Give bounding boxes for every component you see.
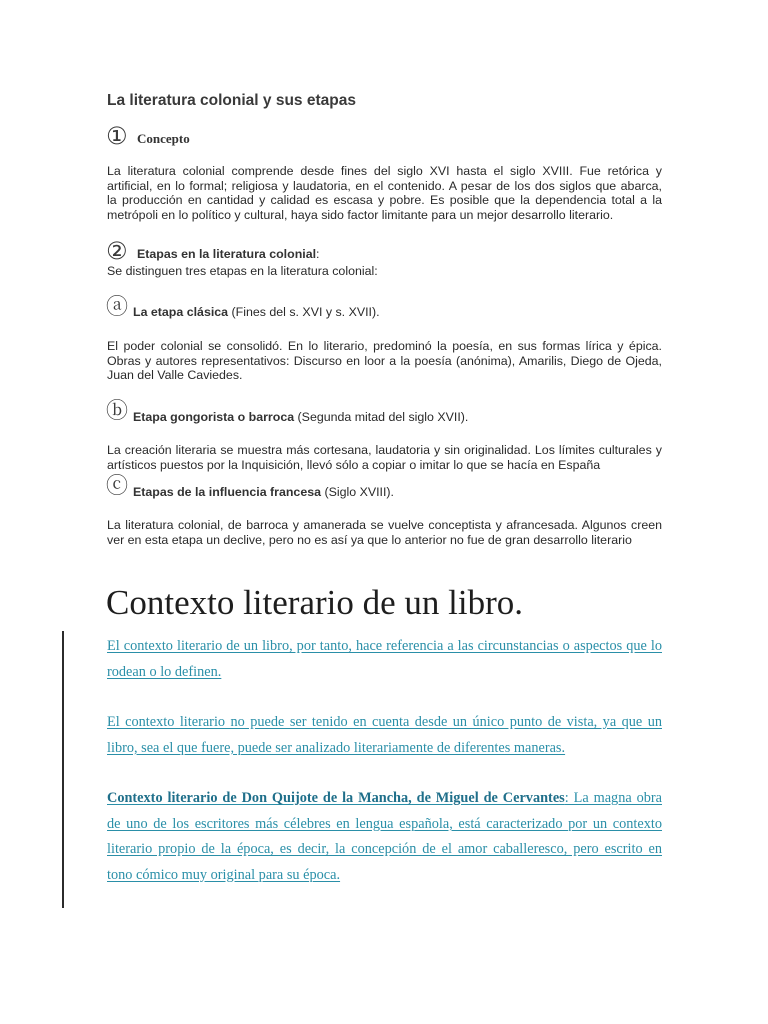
stage-a-line: Obras y autores representativos: Discurso en loor a la poesía (anónima), Amarilis, Diego de Ojeda,	[107, 353, 662, 368]
concept-line: La literatura colonial comprende desde fines del siglo XVI hasta el siglo XVIII. Fue retórica y	[107, 164, 662, 178]
concept-line: la producción en cantidad y calidad es escasa y pobre. Es posible que la dependencia total a la	[107, 193, 662, 208]
context-link-line[interactable]: El contexto literario de un libro, por tanto, hace referencia a las circunstancias o aspectos que lo	[107, 638, 662, 654]
stage-a-paragraph	[107, 339, 662, 383]
stages-heading: Etapas en la literatura colonial	[137, 247, 317, 261]
stage-c-name: Etapas de la influencia francesa	[133, 485, 322, 499]
context-link-line[interactable]	[107, 786, 662, 812]
stage-b-title	[133, 410, 468, 424]
stage-a-line: El poder colonial se consolidó. En lo literario, predominó la poesía, en sus formas lírica y épica.	[107, 339, 662, 353]
concept-paragraph	[107, 164, 662, 222]
stages-intro: Se distinguen tres etapas en la literatura colonial:	[107, 264, 378, 278]
circled-letter-a-icon: ⓐ	[106, 295, 129, 320]
concept-heading: Concepto	[137, 131, 190, 146]
stage-b-line: La creación literaria se muestra más cortesana, laudatoria y sin originalidad. Los límites culturales y	[107, 443, 662, 457]
stage-b-line: artísticos puestos por la Inquisición, llevó sólo a copiar o imitar lo que se hacía en España	[107, 457, 601, 472]
context-link-line[interactable]: El contexto literario no puede ser tenido en cuenta desde un único punto de vista, ya que un	[107, 714, 662, 730]
circled-number-2-icon: ②	[106, 237, 128, 265]
stage-a-title	[133, 305, 380, 319]
context-link-line[interactable]: rodean o lo definen.	[107, 663, 222, 680]
stage-c-paragraph	[107, 518, 662, 547]
stage-b-name: Etapa gongorista o barroca	[133, 410, 295, 424]
stage-a-line: Juan del Valle Caviedes.	[107, 368, 243, 383]
circled-letter-b-icon: ⓑ	[106, 399, 129, 424]
context-paragraph-1[interactable]	[107, 634, 662, 685]
concept-line: artificial, en lo formal; religiosa y laudatoria, en el contenido. A pesar de los dos siglos que abarca,	[107, 178, 662, 193]
context-heading: Contexto literario de un libro.	[106, 583, 523, 622]
stage-c-title	[133, 485, 394, 499]
margin-bar	[62, 631, 64, 908]
stages-heading-line	[137, 247, 320, 261]
quijote-context-label[interactable]: Contexto literario de Don Quijote de la Mancha, de Miguel de Cervantes	[107, 790, 565, 806]
concept-line: metrópoli en lo político y cultural, haya sido factor limitante para un mejor desarrollo literario.	[107, 207, 614, 222]
stage-b-period: (Segunda mitad del siglo XVII).	[294, 410, 469, 424]
circled-number-1-icon: ①	[106, 122, 128, 150]
context-link-line[interactable]: de uno de los escritores más célebres en lengua española, está caracterizado por un contexto	[107, 815, 662, 832]
stage-c-line: La literatura colonial, de barroca y amanerada se vuelve conceptista y afrancesada. Algunos creen	[107, 518, 662, 532]
stage-a-name: La etapa clásica	[133, 305, 229, 319]
page-title: La literatura colonial y sus etapas	[107, 92, 356, 109]
stage-c-line: ver en esta etapa un declive, pero no es así ya que lo anterior no fue de gran desarrollo literario	[107, 532, 632, 547]
stage-c-period: (Siglo XVIII).	[321, 485, 395, 499]
stage-b-paragraph	[107, 443, 662, 472]
context-paragraph-3[interactable]	[107, 786, 662, 888]
stage-a-period: (Fines del s. XVI y s. XVII).	[228, 305, 380, 319]
context-paragraph-2[interactable]	[107, 710, 662, 761]
circled-letter-c-icon: ⓒ	[106, 474, 129, 499]
context-link-line[interactable]: literario propio de la época, es decir, la concepción de el amor caballeresco, pero escrito en	[107, 841, 662, 857]
context-link-line[interactable]: tono cómico muy original para su época.	[107, 866, 341, 883]
stages-heading-colon: :	[316, 247, 320, 261]
quijote-context-rest[interactable]: : La magna obra	[564, 790, 662, 806]
context-link-line[interactable]: libro, sea el que fuere, puede ser analizado literariamente de diferentes maneras.	[107, 739, 566, 756]
